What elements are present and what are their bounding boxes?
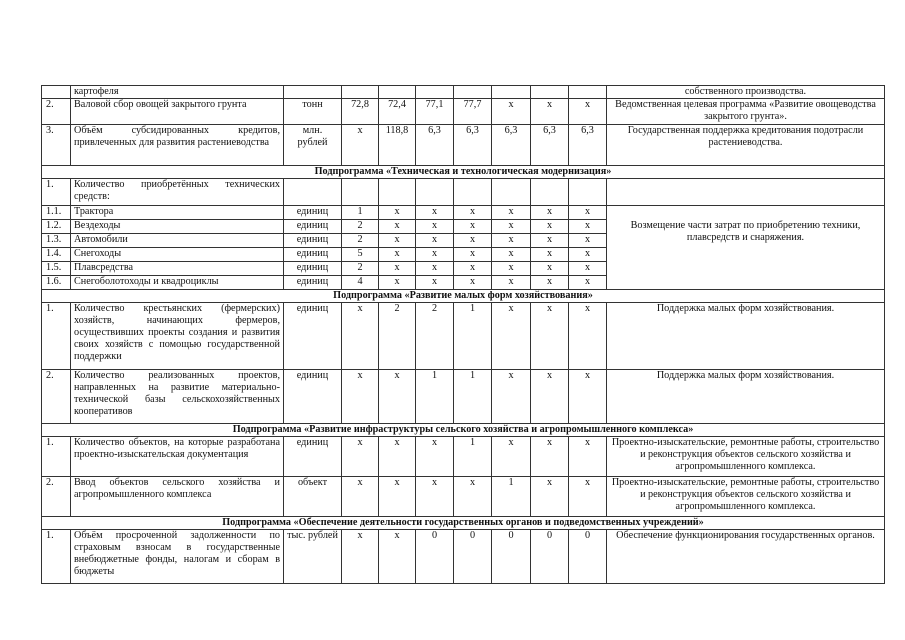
value-cell: х xyxy=(379,248,416,262)
value-cell: х xyxy=(454,220,492,234)
value-cell: 2 xyxy=(379,303,416,370)
value-cell: х xyxy=(342,477,379,517)
value-cell: 1 xyxy=(416,370,454,424)
table-row xyxy=(42,86,885,99)
value-cell: х xyxy=(531,99,569,125)
value-cell: х xyxy=(379,206,416,220)
indicator-name: Количество приобретённых технических средств: xyxy=(71,179,284,206)
value-cell: х xyxy=(416,248,454,262)
note-cell: Проектно-изыскательские, ремонтные работы, строительство и реконструкция объектов сельского хозяйства и агропромышленного комплекса. xyxy=(607,437,885,477)
value-cell xyxy=(416,86,454,99)
section-header xyxy=(42,290,885,303)
indicator-name: Трактора xyxy=(71,206,284,220)
value-cell: х xyxy=(416,477,454,517)
unit-cell: единиц xyxy=(284,303,342,370)
value-cell: х xyxy=(569,262,607,276)
value-cell xyxy=(342,86,379,99)
value-cell: х xyxy=(569,370,607,424)
value-cell: х xyxy=(454,276,492,290)
indicator-name: Снегоходы xyxy=(71,248,284,262)
indicator-name: Валовой сбор овощей закрытого грунта xyxy=(71,99,284,125)
indicator-name: Количество крестьянских (фермерских) хозяйств, начинающих фермеров, осуществивших проекты создания и развития своих хозяйств с помощью государственной поддержки xyxy=(71,303,284,370)
value-cell: х xyxy=(454,262,492,276)
value-cell: х xyxy=(569,220,607,234)
value-cell: х xyxy=(492,437,531,477)
row-number: 1.6. xyxy=(42,276,71,290)
table-row xyxy=(42,437,885,477)
value-cell: 0 xyxy=(454,530,492,584)
value-cell xyxy=(492,86,531,99)
note-text: Возмещение части затрат по приобретению техники, плавсредств и снаряжения. xyxy=(630,220,861,243)
value-cell: 0 xyxy=(492,530,531,584)
value-cell: х xyxy=(416,276,454,290)
value-cell: х xyxy=(492,206,531,220)
value-cell: 1 xyxy=(454,370,492,424)
value-cell: х xyxy=(531,276,569,290)
row-number: 2. xyxy=(42,370,71,424)
value-cell: х xyxy=(342,530,379,584)
value-cell: 6,3 xyxy=(416,125,454,166)
value-cell: х xyxy=(342,437,379,477)
value-cell: 6,3 xyxy=(454,125,492,166)
value-cell: х xyxy=(416,234,454,248)
value-cell: х xyxy=(531,477,569,517)
row-number: 1. xyxy=(42,530,71,584)
row-number: 1.5. xyxy=(42,262,71,276)
table-row xyxy=(42,370,885,424)
unit-cell: единиц xyxy=(284,220,342,234)
unit-cell: тыс. рублей xyxy=(284,530,342,584)
value-cell: х xyxy=(569,99,607,125)
value-cell: х xyxy=(569,248,607,262)
value-cell: 1 xyxy=(492,477,531,517)
value-cell: 1 xyxy=(342,206,379,220)
indicator-name: Объём субсидированных кредитов, привлеченных для развития растениеводства xyxy=(71,125,284,166)
indicator-name: Плавсредства xyxy=(71,262,284,276)
section-title: Подпрограмма «Развитие инфраструктуры сельского хозяйства и агропромышленного комплекса» xyxy=(42,424,885,437)
value-cell: х xyxy=(531,303,569,370)
value-cell: 4 xyxy=(342,276,379,290)
value-cell: 6,3 xyxy=(492,125,531,166)
value-cell: 72,4 xyxy=(379,99,416,125)
value-cell: х xyxy=(342,370,379,424)
value-cell: 2 xyxy=(342,262,379,276)
value-cell: х xyxy=(416,437,454,477)
indicator-name: Ввод объектов сельского хозяйства и агропромышленного комплекса xyxy=(71,477,284,517)
value-cell: 6,3 xyxy=(569,125,607,166)
row-number: 2. xyxy=(42,99,71,125)
section-header xyxy=(42,424,885,437)
value-cell: 2 xyxy=(342,234,379,248)
value-cell: х xyxy=(531,248,569,262)
row-number: 1.1. xyxy=(42,206,71,220)
value-cell: х xyxy=(454,477,492,517)
value-cell: х xyxy=(454,206,492,220)
value-cell: х xyxy=(531,234,569,248)
table-row xyxy=(42,303,885,370)
value-cell: х xyxy=(379,370,416,424)
section-title: Подпрограмма «Техническая и технологическая модернизация» xyxy=(42,166,885,179)
unit-cell: единиц xyxy=(284,248,342,262)
value-cell: х xyxy=(492,234,531,248)
value-cell: х xyxy=(569,477,607,517)
value-cell xyxy=(454,86,492,99)
row-number: 1.2. xyxy=(42,220,71,234)
table-row xyxy=(42,530,885,584)
unit-cell: единиц xyxy=(284,262,342,276)
note-cell: Поддержка малых форм хозяйствования. xyxy=(607,303,885,370)
row-number xyxy=(42,86,71,99)
note-cell: Обеспечение функционирования государственных органов. xyxy=(607,530,885,584)
unit-cell: единиц xyxy=(284,370,342,424)
value-cell: х xyxy=(492,276,531,290)
value-cell: х xyxy=(531,262,569,276)
value-cell: х xyxy=(379,234,416,248)
note-cell: собственного производства. xyxy=(607,86,885,99)
section-header xyxy=(42,166,885,179)
value-cell: х xyxy=(569,276,607,290)
value-cell: 2 xyxy=(416,303,454,370)
section-header xyxy=(42,517,885,530)
unit-cell: объект xyxy=(284,477,342,517)
value-cell: х xyxy=(342,125,379,166)
value-cell: 0 xyxy=(569,530,607,584)
note-cell: Ведомственная целевая программа «Развитие овощеводства закрытого грунта». xyxy=(607,99,885,125)
row-number: 1.3. xyxy=(42,234,71,248)
unit-cell: единиц xyxy=(284,276,342,290)
row-number: 1.4. xyxy=(42,248,71,262)
value-cell: 1 xyxy=(454,303,492,370)
row-number: 1. xyxy=(42,437,71,477)
note-cell xyxy=(607,206,885,290)
value-cell: х xyxy=(492,262,531,276)
note-cell: Государственная поддержка кредитования подотрасли растениеводства. xyxy=(607,125,885,166)
value-cell: 1 xyxy=(454,437,492,477)
value-cell: х xyxy=(569,234,607,248)
indicator-name: Снегоболотоходы и квадроциклы xyxy=(71,276,284,290)
note-cell: Проектно-изыскательские, ремонтные работы, строительство и реконструкция объектов сельского хозяйства и агропромышленного комплекса. xyxy=(607,477,885,517)
value-cell: х xyxy=(379,477,416,517)
note-cell: Поддержка малых форм хозяйствования. xyxy=(607,370,885,424)
value-cell: х xyxy=(416,220,454,234)
indicator-name: Объём просроченной задолженности по страховым взносам в государственные внебюджетные фонды, налогам и сборам в бюджеты xyxy=(71,530,284,584)
indicator-name: Количество объектов, на которые разработана проектно-изыскательская документация xyxy=(71,437,284,477)
value-cell: 72,8 xyxy=(342,99,379,125)
indicators-table xyxy=(41,85,885,584)
value-cell: х xyxy=(379,262,416,276)
value-cell: х xyxy=(531,206,569,220)
row-number: 3. xyxy=(42,125,71,166)
unit-cell: единиц xyxy=(284,206,342,220)
value-cell: 5 xyxy=(342,248,379,262)
indicator-name: Количество реализованных проектов, направленных на развитие материально-технической базы сельскохозяйственных кооперативов xyxy=(71,370,284,424)
value-cell: х xyxy=(492,370,531,424)
section-title: Подпрограмма «Обеспечение деятельности государственных органов и подведомственных учреждений» xyxy=(42,517,885,530)
unit-cell: единиц xyxy=(284,234,342,248)
value-cell: х xyxy=(454,234,492,248)
value-cell: х xyxy=(569,206,607,220)
indicator-name: Вездеходы xyxy=(71,220,284,234)
value-cell: х xyxy=(492,220,531,234)
indicator-name: картофеля xyxy=(71,86,284,99)
row-number: 2. xyxy=(42,477,71,517)
value-cell: 0 xyxy=(531,530,569,584)
unit-cell: тонн xyxy=(284,99,342,125)
value-cell: х xyxy=(531,220,569,234)
table-row xyxy=(42,179,885,206)
value-cell xyxy=(379,86,416,99)
value-cell: 118,8 xyxy=(379,125,416,166)
value-cell xyxy=(569,86,607,99)
value-cell: х xyxy=(379,276,416,290)
value-cell: х xyxy=(492,99,531,125)
table-row xyxy=(42,206,885,220)
value-cell: х xyxy=(569,303,607,370)
value-cell: х xyxy=(379,530,416,584)
value-cell: 0 xyxy=(416,530,454,584)
unit-cell: млн. рублей xyxy=(284,125,342,166)
value-cell: 77,7 xyxy=(454,99,492,125)
value-cell: х xyxy=(492,248,531,262)
value-cell: х xyxy=(342,303,379,370)
indicator-name: Автомобили xyxy=(71,234,284,248)
table-row xyxy=(42,125,885,166)
table-row xyxy=(42,477,885,517)
unit-cell: единиц xyxy=(284,437,342,477)
value-cell xyxy=(531,86,569,99)
value-cell: х xyxy=(416,206,454,220)
row-number: 1. xyxy=(42,303,71,370)
value-cell: х xyxy=(416,262,454,276)
value-cell: 6,3 xyxy=(531,125,569,166)
value-cell: х xyxy=(531,437,569,477)
value-cell: х xyxy=(379,437,416,477)
value-cell: х xyxy=(454,248,492,262)
value-cell: 2 xyxy=(342,220,379,234)
unit-cell xyxy=(284,86,342,99)
value-cell: х xyxy=(569,437,607,477)
value-cell: х xyxy=(531,370,569,424)
value-cell: 77,1 xyxy=(416,99,454,125)
table-row xyxy=(42,99,885,125)
section-title: Подпрограмма «Развитие малых форм хозяйствования» xyxy=(42,290,885,303)
value-cell: х xyxy=(379,220,416,234)
value-cell: х xyxy=(492,303,531,370)
row-number: 1. xyxy=(42,179,71,206)
